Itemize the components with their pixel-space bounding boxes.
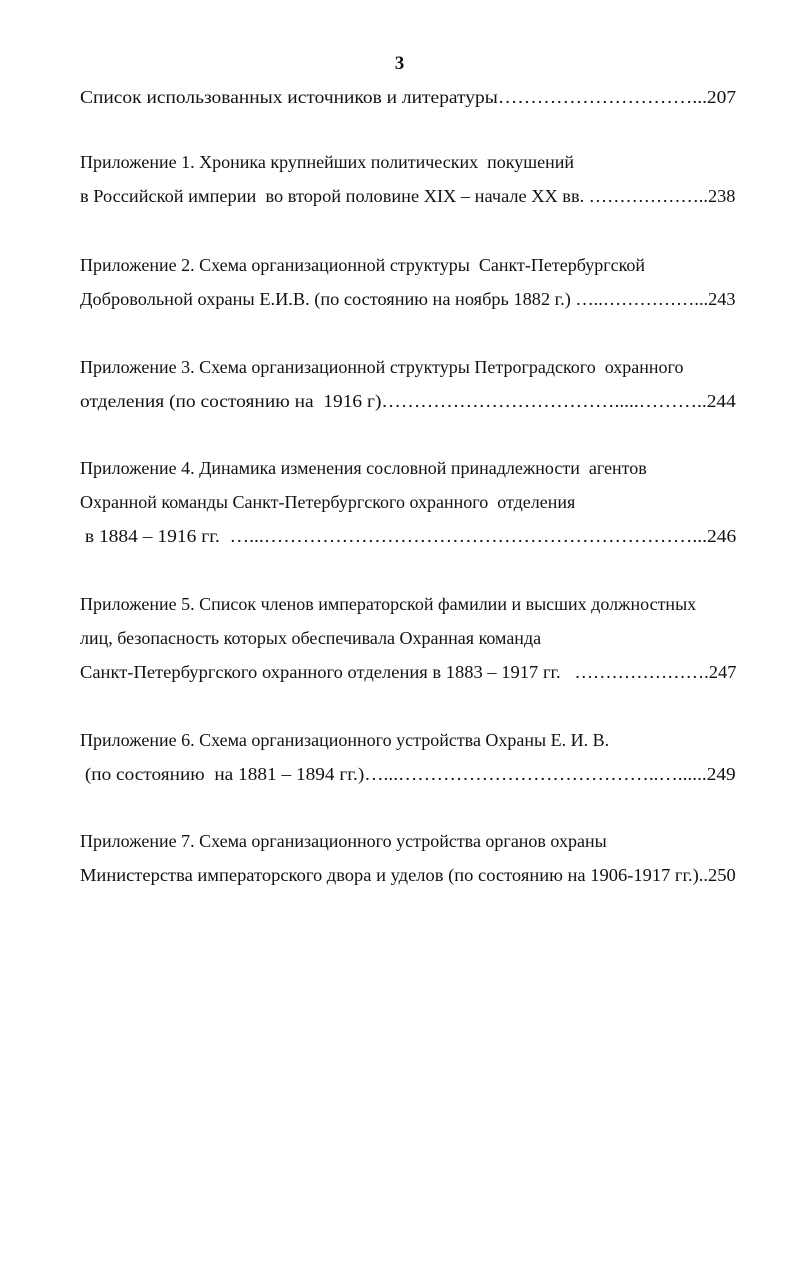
toc-entry-line: Список использованных источников и литературы…………………………...207 [80, 87, 737, 107]
toc-entry-line: Санкт-Петербургского охранного отделения в 1883 – 1917 гг. ………………….247 [80, 662, 737, 682]
toc-entry-line: Охранной команды Санкт-Петербургского охранного отделения [80, 492, 576, 512]
toc-entry-line: Приложение 3. Схема организационной структуры Петроградского охранного [80, 357, 684, 377]
toc-entry-line: Приложение 7. Схема организационного устройства органов охраны [80, 831, 607, 851]
toc-entry-line: Приложение 6. Схема организационного устройства Охраны Е. И. В. [80, 730, 610, 750]
toc-entry-line: Приложение 5. Список членов императорской фамилии и высших должностных [80, 594, 697, 614]
toc-entry-line: в 1884 – 1916 гг. …...…………………………………………………………...246 [80, 526, 737, 546]
toc-entry-line: Министерства императорского двора и уделов (по состоянию на 1906-1917 гг.)..250 [80, 865, 736, 885]
toc-entry-line: Приложение 1. Хроника крупнейших политических покушений [80, 152, 574, 172]
toc-entry-line: (по состоянию на 1881 – 1894 гг.)…...…………………………………..…......249 [80, 764, 736, 784]
page-number: 3 [394, 53, 405, 74]
toc-entry-line: в Российской империи во второй половине XIX – начале XX вв. ………………..238 [80, 186, 736, 206]
toc-entry-line: отделения (по состоянию на 1916 г)……………………………….....………..244 [80, 391, 736, 411]
toc-entry-line: Приложение 4. Динамика изменения сословной принадлежности агентов [80, 458, 647, 478]
toc-entry-line: Добровольной охраны Е.И.В. (по состоянию на ноябрь 1882 г.) …..……………...243 [80, 289, 736, 309]
toc-entry-line: Приложение 2. Схема организационной структуры Санкт-Петербургской [80, 255, 646, 275]
toc-entry-line: лиц, безопасность которых обеспечивала Охранная команда [80, 628, 542, 648]
